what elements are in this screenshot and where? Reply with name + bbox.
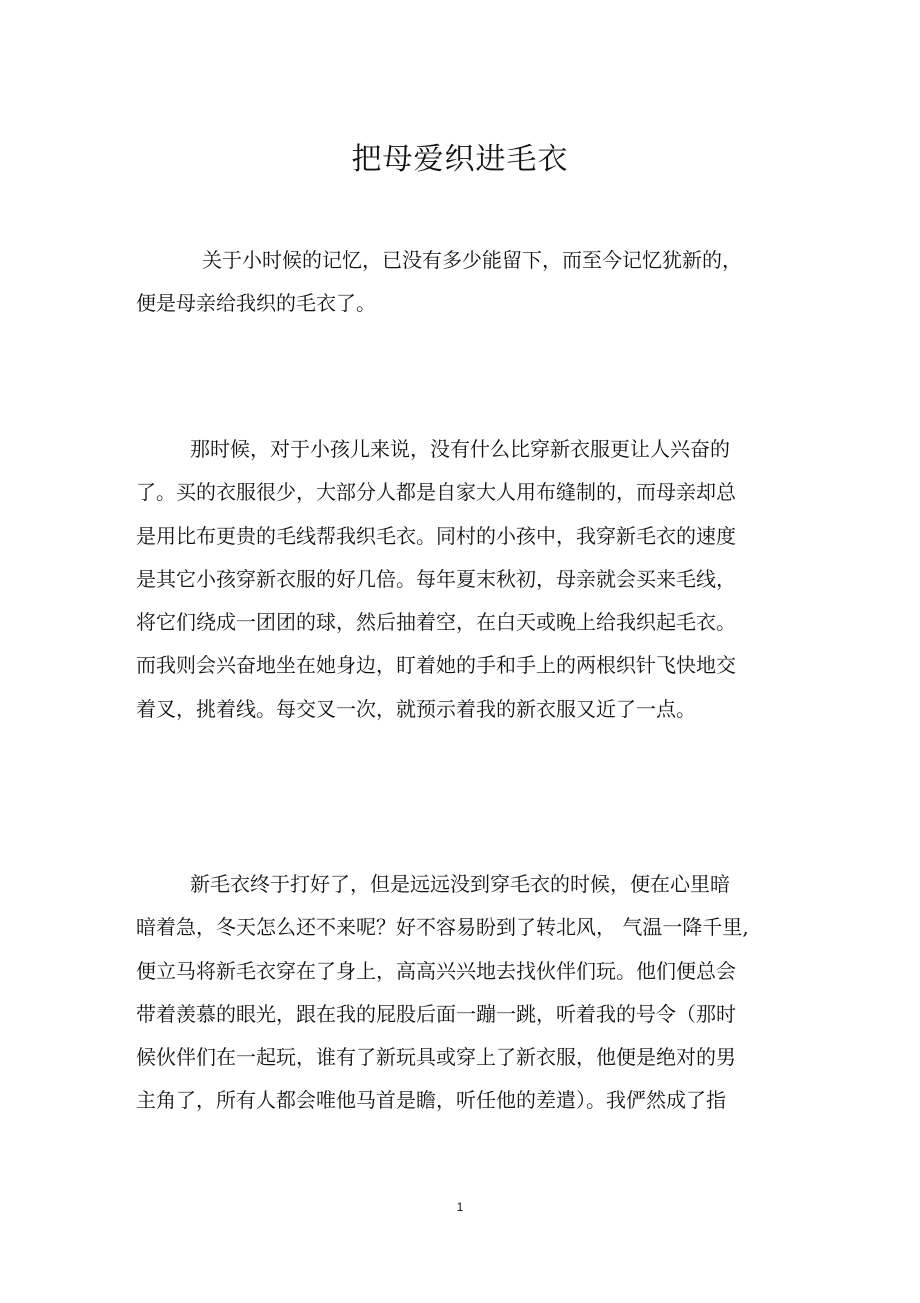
paragraph-line: 是用比布更贵的毛线帮我织毛衣。同村的小孩中，我穿新毛衣的速度	[136, 523, 736, 548]
paragraph-2	[136, 428, 786, 731]
paragraph-1	[136, 239, 786, 326]
paragraph-line: 而我则会兴奋地坐在她身边，盯着她的手和手上的两根织针飞快地交	[136, 653, 736, 678]
paragraph-line: 候伙伴们在一起玩，谁有了新玩具或穿上了新衣服，他便是绝对的男	[136, 1045, 736, 1070]
paragraph-line: 那时候，对于小孩儿来说，没有什么比穿新衣服更让人兴奋的	[190, 437, 730, 461]
paragraph-line: 着叉，挑着线。每交叉一次，就预示着我的新衣服又近了一点。	[136, 696, 696, 721]
paragraph-line: 便是母亲给我织的毛衣了。	[136, 291, 376, 316]
paragraph-3	[136, 863, 786, 1123]
paragraph-line: 新毛衣终于打好了，但是远远没到穿毛衣的时候，便在心里暗	[190, 872, 730, 896]
paragraph-line: 关于小时候的记忆，已没有多少能留下，而至今记忆犹新的，	[202, 248, 742, 272]
paragraph-line: 了。买的衣服很少，大部分人都是自家大人用布缝制的，而母亲却总	[136, 480, 736, 505]
paragraph-line: 将它们绕成一团团的球，然后抽着空，在白天或晚上给我织起毛衣。	[136, 610, 736, 635]
document-title: 把母爱织进毛衣	[351, 142, 569, 177]
paragraph-line: 是其它小孩穿新衣服的好几倍。每年夏末秋初，母亲就会买来毛线，	[136, 566, 736, 591]
paragraph-line: 暗着急，冬天怎么还不来呢？好不容易盼到了转北风， 气温一降千里,	[136, 915, 749, 940]
paragraph-line: 主角了，所有人都会唯他马首是瞻，听任他的差遣）。我俨然成了指	[136, 1088, 726, 1113]
paragraph-line: 便立马将新毛衣穿在了身上，高高兴兴地去找伙伴们玩。他们便总会	[136, 958, 736, 983]
page-number: 1	[456, 1200, 464, 1214]
paragraph-line: 带着羡慕的眼光，跟在我的屁股后面一蹦一跳，听着我的号令（那时	[136, 1001, 736, 1026]
